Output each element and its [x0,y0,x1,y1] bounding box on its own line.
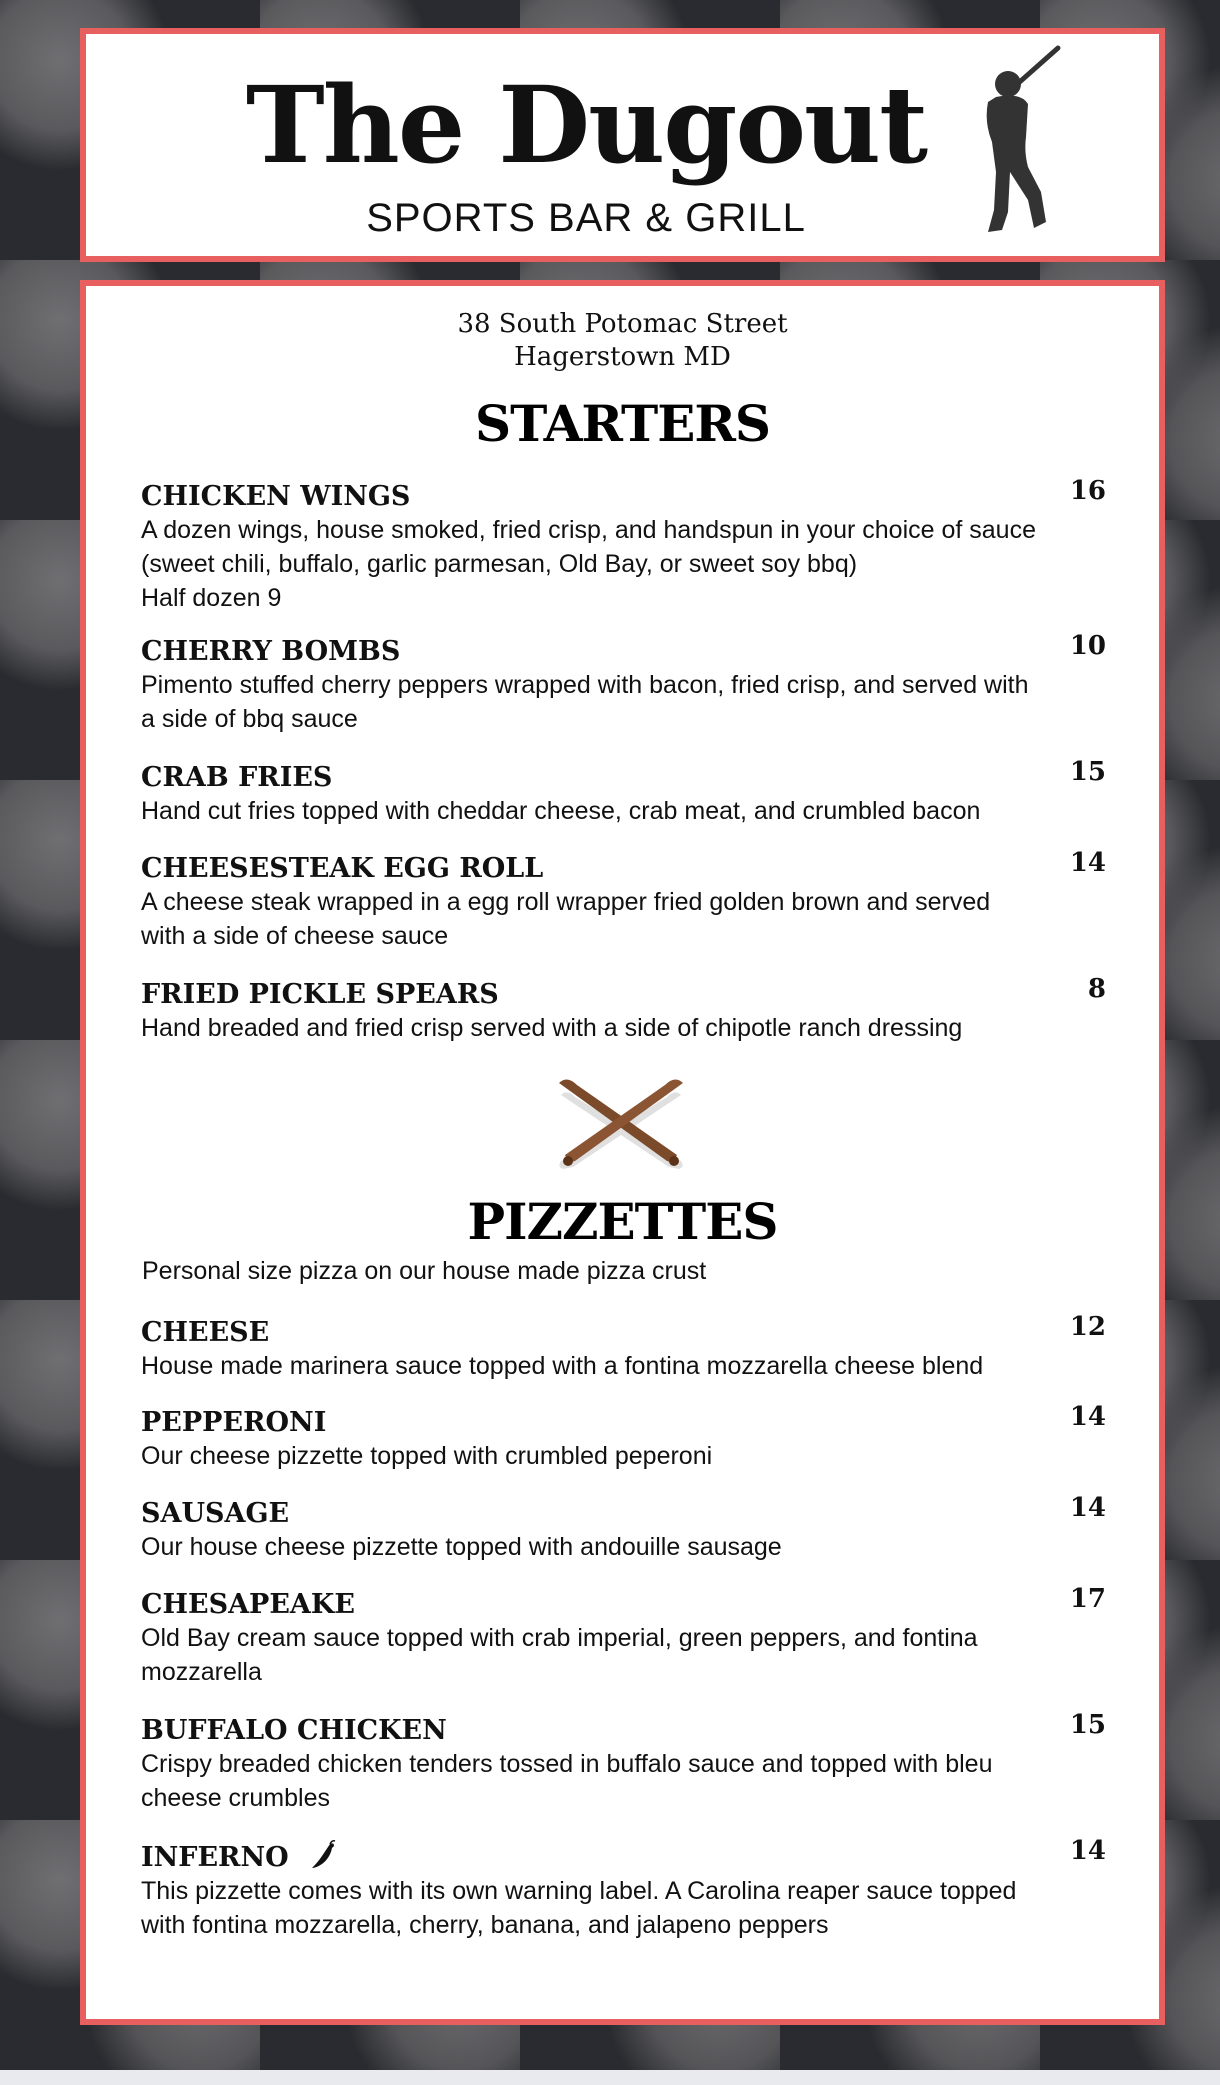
item-name: FRIED PICKLE SPEARS [141,979,499,1010]
item-name: CHERRY BOMBS [141,636,401,667]
item-price: 8 [1087,974,1106,1004]
section-title-pizzettes: PIZZETTES [467,1192,778,1251]
item-price: 14 [1069,1402,1106,1432]
item-name: INFERNO [141,1842,289,1873]
item-price: 17 [1069,1584,1106,1614]
header-panel [80,28,1165,262]
item-price: 12 [1069,1312,1106,1342]
menu-item [141,1836,1106,1942]
item-description: Our house cheese pizzette topped with andouille sausage [141,1533,782,1561]
item-name: PEPPERONI [141,1407,327,1438]
address-block [86,308,1159,374]
menu-item [141,1710,1106,1815]
item-price: 16 [1069,476,1106,506]
batter-silhouette-icon [966,42,1066,252]
item-price: 14 [1069,1836,1106,1866]
item-description: Pimento stuffed cherry peppers wrapped with bacon, fried crisp, and served with a side of bbq sauce [141,671,1029,733]
address-street: 38 South Potomac Street [457,309,788,339]
menu-item [141,1493,1106,1564]
item-name: BUFFALO CHICKEN [141,1715,447,1746]
item-name: CHEESE [141,1317,270,1348]
item-description: A cheese steak wrapped in a egg roll wrapper fried golden brown and served with a side of cheese sauce [141,888,991,950]
menu-item [141,631,1106,736]
bottom-strip [0,2070,1220,2085]
item-price: 14 [1069,1493,1106,1523]
section-title-starters: STARTERS [474,394,771,453]
item-description: Our cheese pizzette topped with crumbled peperoni [141,1442,713,1470]
menu-panel [80,280,1165,2025]
menu-item [141,476,1106,615]
item-description: Hand cut fries topped with cheddar cheese, crab meat, and crumbled bacon [141,797,981,825]
item-name: CHEESESTEAK EGG ROLL [141,853,544,884]
item-price: 10 [1069,631,1106,661]
item-name: SAUSAGE [141,1498,290,1529]
item-name: CHESAPEAKE [141,1589,355,1620]
item-description: House made marinera sauce topped with a fontina mozzarella cheese blend [141,1352,984,1380]
hot-pepper-icon [310,1840,336,1870]
item-description: Hand breaded and fried crisp served with a side of chipotle ranch dressing [141,1014,963,1042]
menu-item [141,1312,1106,1383]
menu-item [141,757,1106,828]
brand-title: The Dugout [245,62,927,187]
menu-item [141,1402,1106,1473]
menu-item [141,974,1106,1045]
section-note: Personal size pizza on our house made pizza crust [142,1257,707,1285]
item-description: Old Bay cream sauce topped with crab imperial, green peppers, and fontina mozzarella [141,1624,978,1686]
item-name: CRAB FRIES [141,762,333,793]
item-name: CHICKEN WINGS [141,481,411,512]
item-price: 14 [1069,848,1106,878]
address-city: Hagerstown MD [514,342,731,372]
item-price: 15 [1069,757,1106,787]
item-description: A dozen wings, house smoked, fried crisp, and handspun in your choice of sauce (sweet chili, buffalo, garlic parmesan, Old Bay, or sweet soy bbq) Half dozen 9 [141,516,1036,612]
item-description: This pizzette comes with its own warning label. A Carolina reaper sauce topped with fontina mozzarella, cherry, banana, and jalapeno peppers [141,1877,1017,1939]
crossed-bats-icon [541,1071,701,1181]
menu-item [141,848,1106,953]
menu-item [141,1584,1106,1689]
item-description: Crispy breaded chicken tenders tossed in buffalo sauce and topped with bleu cheese crumbles [141,1750,993,1812]
brand-subtitle: SPORTS BAR & GRILL [366,196,806,240]
item-price: 15 [1069,1710,1106,1740]
